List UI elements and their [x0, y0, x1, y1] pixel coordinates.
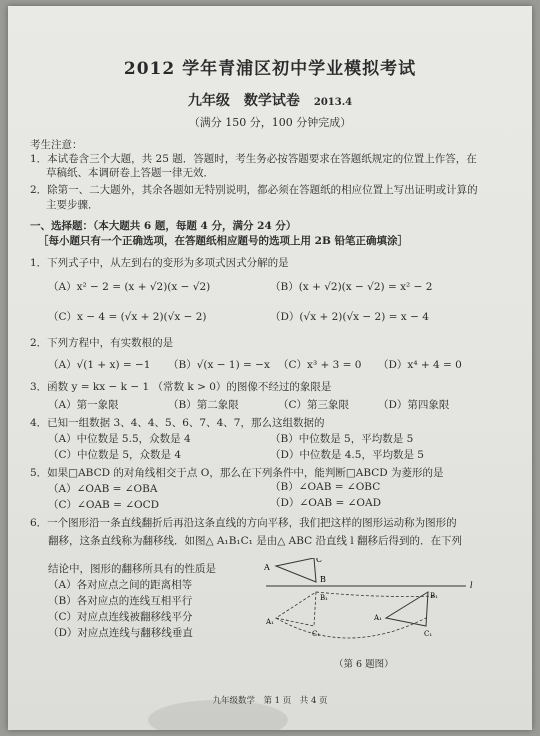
label-a: A	[264, 563, 270, 572]
question-5-option-c: （C）∠OAB = ∠OCD	[48, 499, 160, 511]
question-4-option-c: （C）中位数是 5，众数是 4	[48, 449, 182, 461]
triangle-a1b1c1	[386, 592, 428, 626]
label-c1-dashed: C₁	[312, 630, 321, 638]
question-4-option-b: （B）中位数是 5，平均数是 5	[270, 433, 414, 445]
question-4-stem: 4．已知一组数据 3、4、4、5、6、7、4、7，那么这组数据的	[30, 417, 325, 429]
question-6-figure	[256, 558, 506, 658]
label-l: l	[470, 581, 473, 590]
label-b1-dashed: B₁	[320, 594, 328, 602]
question-4-option-d: （D）中位数是 4.5，平均数是 5	[270, 449, 424, 461]
question-6-option-b: （B）各对应点的连线互相平行	[48, 595, 193, 607]
notice-item-2: 2．除第一、二大题外，其余各题如无特别说明，都必须在答题纸的相应位置上写出证明或计算的	[30, 184, 478, 196]
question-3-option-c: （C）第三象限	[278, 399, 350, 411]
notice-item-1-cont: 草稿纸、本调研卷上答题一律无效．	[46, 167, 214, 179]
question-2-option-d: （D）x⁴ + 4 = 0	[378, 359, 462, 371]
question-3-option-a: （A）第一象限	[48, 399, 119, 411]
question-3-option-d: （D）第四象限	[378, 399, 450, 411]
question-1-option-d: （D）(√x + 2)(√x − 2) = x − 4	[270, 311, 429, 323]
section-1-heading: 一、选择题：（本大题共 6 题，每题 4 分，满分 24 分）	[30, 220, 297, 232]
question-2-option-c: （C）x³ + 3 = 0	[278, 359, 362, 371]
question-6-option-d: （D）对应点连线与翻移线垂直	[48, 627, 193, 639]
label-a1-dashed: A₁	[266, 618, 274, 626]
question-6-stem-2: 翻移，这条直线称为翻移线．如图△ A₁B₁C₁ 是由△ ABC 沿直线 l 翻移后得到的．在下列	[48, 535, 463, 547]
question-5-stem: 5．如果□ABCD 的对角线相交于点 O，那么在下列条件中，能判断□ABCD 为菱形的是	[30, 467, 444, 479]
question-5-option-b: （B）∠OAB = ∠OBC	[270, 481, 381, 493]
exam-page	[8, 6, 532, 730]
exam-title: 2012 学年青浦区初中学业模拟考试	[123, 59, 417, 79]
exam-date: 2013.4	[313, 97, 353, 108]
triangle-abc	[276, 558, 316, 582]
question-5-option-a: （A）∠OAB = ∠OBA	[48, 483, 158, 495]
translation-arc-2	[316, 592, 436, 597]
page-footer: 九年级数学 第 1 页 共 4 页	[212, 696, 328, 706]
notice-heading: 考生注意：	[30, 139, 83, 151]
question-2-option-b: （B）√(x − 1) = −x	[168, 359, 270, 371]
question-4-option-a: （A）中位数是 5.5，众数是 4	[48, 433, 191, 445]
question-1-option-b: （B）(x + √2)(x − √2) = x² − 2	[270, 281, 433, 293]
question-3-stem: 3．函数 y = kx − k − 1 （常数 k > 0）的图像不经过的象限是	[30, 381, 332, 393]
question-3-option-b: （B）第二象限	[168, 399, 239, 411]
question-1-option-a: （A）x² − 2 = (x + √2)(x − √2)	[48, 281, 211, 293]
label-c1: C₁	[424, 630, 433, 638]
question-6-stem-1: 6．一个图形沿一条直线翻折后再沿这条直线的方向平移，我们把这样的图形运动称为图形的	[30, 517, 457, 529]
section-1-instructions: ［每小题只有一个正确选项，在答题纸相应题号的选项上用 2B 铅笔正确填涂］	[38, 235, 408, 247]
question-6-option-c: （C）对应点连线被翻移线平分	[48, 611, 193, 623]
question-6-option-a: （A）各对应点之间的距离相等	[48, 579, 193, 591]
exam-note: （满分 150 分，100 分钟完成）	[188, 116, 352, 129]
question-1-stem: 1．下列式子中，从左到右的变形为多项式因式分解的是	[30, 257, 289, 269]
notice-item-1: 1．本试卷含三个大题，共 25 题．答题时，考生务必按答题要求在答题纸规定的位置上作答，在	[30, 153, 477, 165]
label-b1: B₁	[430, 592, 438, 600]
question-2-stem: 2．下列方程中，有实数根的是	[30, 337, 174, 349]
label-c: C	[316, 558, 323, 564]
question-2-option-a: （A）√(1 + x) = −1	[48, 359, 151, 371]
label-b: B	[320, 575, 326, 584]
question-6-stem-3: 结论中，图形的翻移所具有的性质是	[48, 563, 216, 575]
notice-item-2-cont: 主要步骤．	[46, 199, 99, 211]
question-1-option-c: （C）x − 4 = (√x + 2)(√x − 2)	[48, 311, 207, 323]
figure-caption: （第 6 题图）	[334, 659, 394, 670]
exam-subtitle: 九年级 数学试卷 2013.4	[187, 93, 353, 109]
label-a1: A₁	[374, 614, 382, 622]
question-5-option-d: （D）∠OAB = ∠OAD	[270, 497, 382, 509]
